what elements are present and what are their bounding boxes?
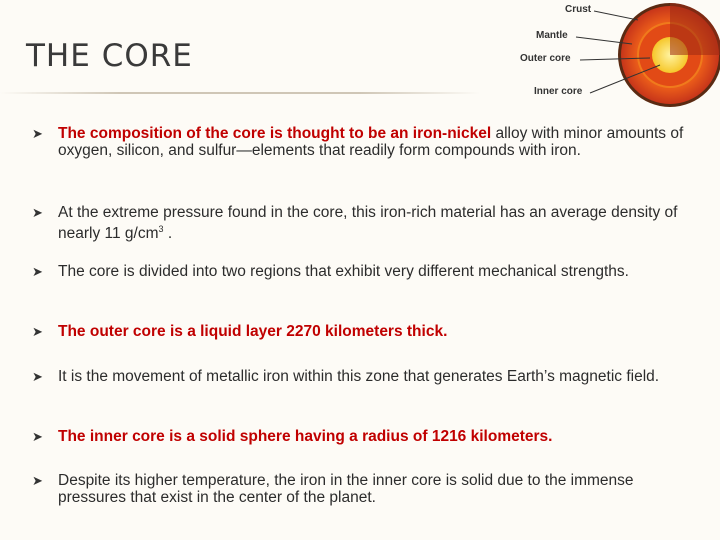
arrow-bullet-icon: ➤ bbox=[32, 474, 43, 489]
outer-core-label: Outer core bbox=[520, 53, 571, 64]
arrow-bullet-icon: ➤ bbox=[32, 325, 43, 340]
bullet-text: alloy with minor amounts of oxygen, silicon, and sulfur—elements that readily form compounds with iron. bbox=[58, 125, 684, 159]
title-divider bbox=[0, 92, 480, 94]
earth-layers-figure bbox=[510, 0, 720, 108]
bullet-text: At the extreme pressure found in the core, this iron-rich material has an average density of nearly 11 g/cm bbox=[58, 204, 678, 243]
bullet-text: Despite its higher temperature, the iron in the inner core is solid due to the immense pressures that exist in the center of the planet. bbox=[58, 472, 634, 506]
arrow-bullet-icon: ➤ bbox=[32, 370, 43, 385]
highlight-text: The composition of the core is thought to be an iron-nickel bbox=[58, 125, 492, 142]
superscript: 3 bbox=[158, 224, 164, 234]
mantle-label: Mantle bbox=[536, 30, 568, 41]
bullet-text: It is the movement of metallic iron within this zone that generates Earth’s magnetic field. bbox=[58, 368, 660, 385]
highlight-text: The inner core is a solid sphere having a radius of 1216 kilometers. bbox=[58, 428, 553, 445]
bullet-text: The core is divided into two regions that exhibit very different mechanical strengths. bbox=[58, 263, 629, 280]
arrow-bullet-icon: ➤ bbox=[32, 430, 43, 445]
inner-core-label: Inner core bbox=[534, 86, 583, 97]
bullet-tail: . bbox=[163, 225, 173, 243]
slide-title: THE CORE bbox=[26, 38, 193, 74]
crust-label: Crust bbox=[565, 4, 592, 15]
arrow-bullet-icon: ➤ bbox=[32, 265, 43, 280]
highlight-text: The outer core is a liquid layer 2270 kilometers thick. bbox=[58, 323, 448, 340]
arrow-bullet-icon: ➤ bbox=[32, 206, 43, 221]
arrow-bullet-icon: ➤ bbox=[32, 127, 43, 142]
